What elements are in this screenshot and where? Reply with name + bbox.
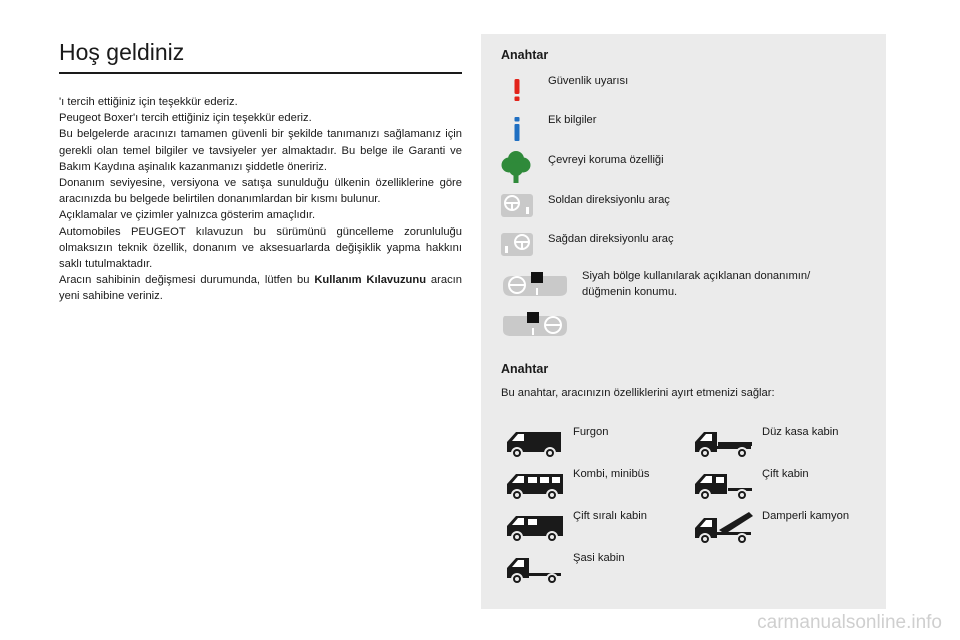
page-title: Hoş geldiniz (59, 39, 185, 65)
welcome-body (59, 94, 462, 305)
key-label-rhd: Sağdan direksiyonlu araç (548, 233, 674, 245)
key-label-info: Ek bilgiler (548, 114, 597, 126)
rhd-steering-icon (500, 232, 534, 257)
key-label-lhd: Soldan direksiyonlu araç (548, 194, 670, 206)
tipper-icon (691, 510, 755, 546)
key2-intro: Bu anahtar, aracınızın özelliklerini ayırt etmenizi sağlar: (501, 387, 775, 399)
tree-icon (501, 150, 531, 184)
paragraph: Bu belgelerde aracınızı tamamen güvenli bir şekilde tanımanızı sağlamanız için gerekli olan temel bilgiler ve tavsiyeler yer almaktadır. Bu belge ile Garanti ve Bakım Kaydına aşinalık kazanmanızı şiddetle öneririz. (59, 128, 462, 173)
key-label-safety: Güvenlik uyarısı (548, 75, 629, 87)
paragraph: Automobiles PEUGEOT kılavuzun bu sürümünü güncelleme zorunluluğu olmaksızın teknik özellik, donanım ve aksesuarlarda değişiklik yapma hakkını saklı tutulmaktadır. (59, 225, 462, 271)
key-panel (481, 34, 886, 609)
vehicle-label-minibus: Kombi, minibüs (573, 468, 650, 480)
black-zone-rhd-icon (501, 310, 569, 340)
flatbed-icon (691, 428, 755, 460)
vehicle-label-van: Furgon (573, 426, 609, 438)
key-label-environment: Çevreyi koruma özelliği (548, 154, 664, 166)
lhd-steering-icon (500, 193, 534, 218)
vehicle-label-double-cab: Çift kabin (762, 468, 809, 480)
paragraph: Donanım seviyesine, versiyona ve satışa sunulduğu ülkenin özelliklerine göre aracınızda bu belgede belirtilen donanımlardan bir kısmı bulunur. (59, 177, 462, 206)
info-icon (509, 116, 525, 142)
paragraph: Açıklamalar ve çizimler yalnızca gösterim amaçlıdır. (59, 209, 316, 222)
chassis-cab-icon (503, 554, 565, 586)
key2-heading: Anahtar (501, 362, 549, 376)
crew-van-icon (503, 512, 565, 544)
double-cab-icon (691, 470, 755, 502)
paragraph-owner-change (59, 272, 462, 304)
key-label-black-zone: Siyah bölge kullanılarak açıklanan donanımın/ düğmenin konumu. (582, 270, 811, 298)
paragraph: 'ı tercih ettiğiniz için teşekkür ederiz. (59, 96, 238, 108)
owner-text-suffix: aracın yeni sahibine veriniz. (59, 274, 462, 303)
vehicle-label-tipper: Damperli kamyon (762, 510, 850, 522)
vehicle-label-flatbed: Düz kasa kabin (762, 426, 839, 438)
owner-text-prefix: Aracın sahibinin değişmesi durumunda, lütfen bu (59, 274, 315, 287)
exclamation-icon (509, 78, 525, 102)
vehicle-label-crew-van: Çift sıralı kabin (573, 510, 647, 522)
welcome-section (59, 36, 462, 305)
van-icon (503, 428, 563, 460)
vehicle-label-chassis-cab: Şasi kabin (573, 552, 625, 564)
minibus-icon (503, 470, 565, 502)
black-zone-lhd-icon (501, 270, 569, 300)
watermark: carmanualsonline.info (757, 612, 942, 633)
title-divider (59, 72, 462, 74)
key-heading: Anahtar (501, 48, 549, 62)
owner-manual-bold: Kullanım Kılavuzunu (314, 274, 427, 287)
paragraph: Peugeot Boxer'ı tercih ettiğiniz için teşekkür ederiz. (59, 112, 312, 125)
